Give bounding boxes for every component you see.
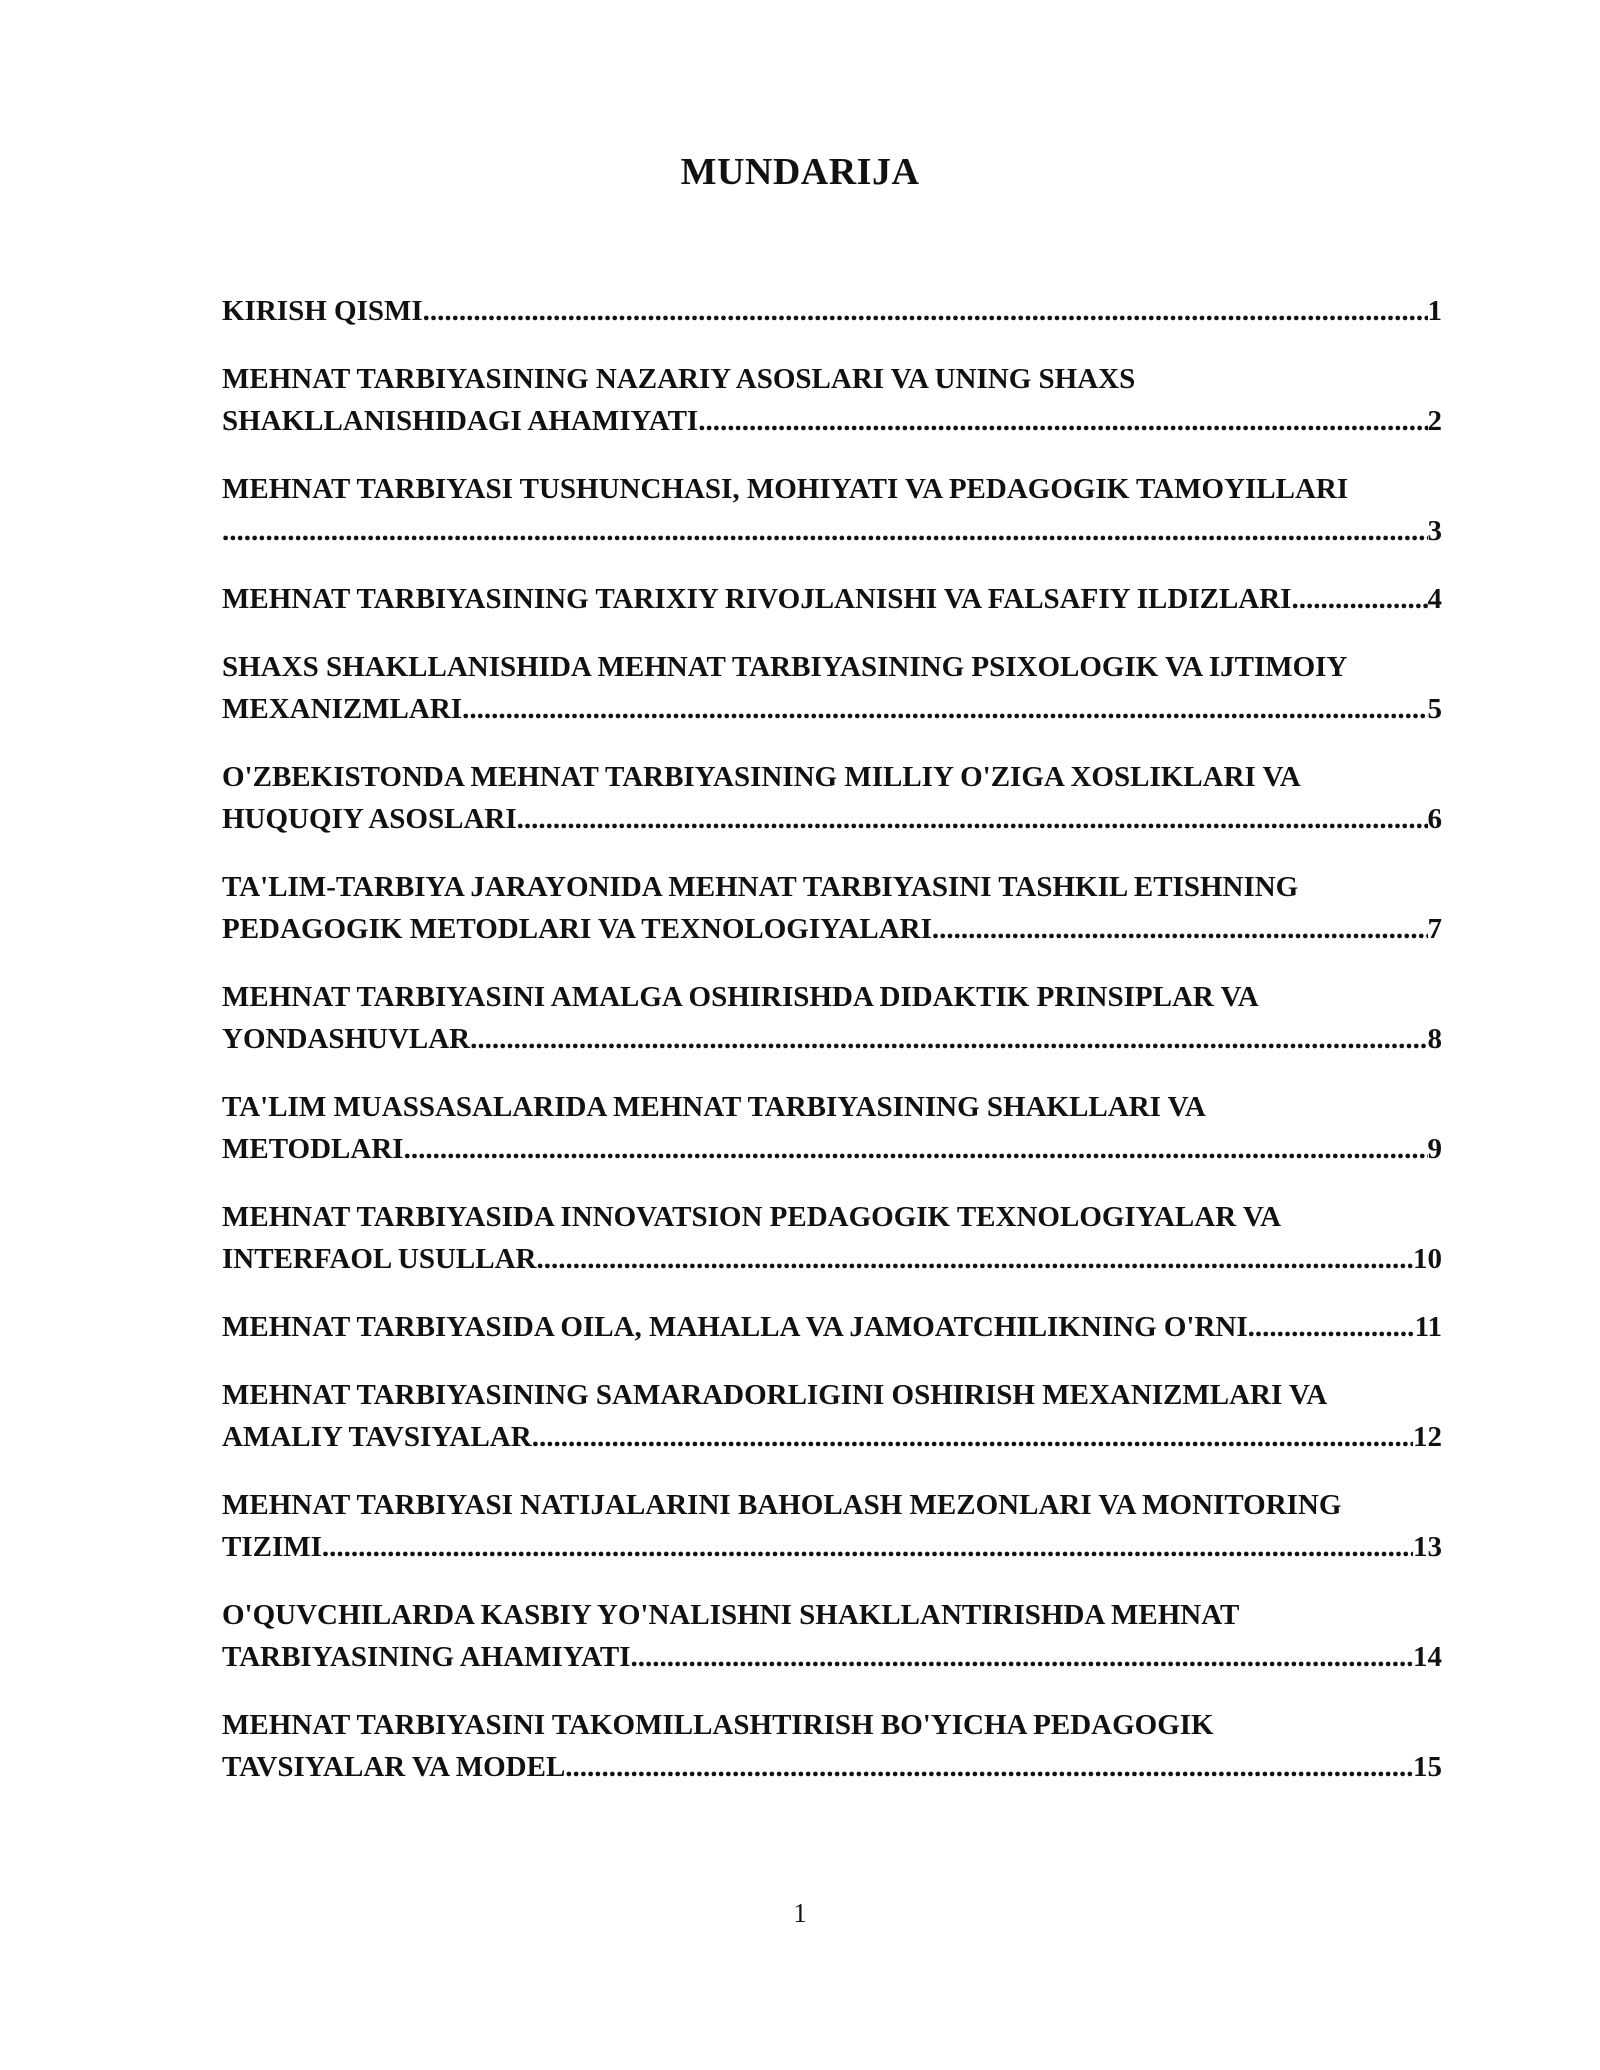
toc-leader-dots bbox=[1291, 578, 1427, 620]
toc-entry-heading: MEHNAT TARBIYASINING SAMARADORLIGINI OSHIRISH MEXANIZMLARI VA bbox=[222, 1379, 1328, 1411]
toc-entry-text: KIRISH QISMI bbox=[222, 295, 423, 327]
toc-entry[interactable] bbox=[222, 1484, 1442, 1568]
toc-entry-heading: MEHNAT TARBIYASINI TAKOMILLASHTIRISH BO'YICHA PEDAGOGIK bbox=[222, 1709, 1214, 1741]
toc-page-number: 3 bbox=[1427, 515, 1442, 547]
toc-leader-dots bbox=[470, 1018, 1427, 1060]
toc-page-number: 12 bbox=[1413, 1421, 1442, 1453]
toc-leader-dots bbox=[565, 1746, 1413, 1788]
toc-entry-line bbox=[222, 290, 1442, 332]
toc-entry-line bbox=[222, 1238, 1442, 1280]
toc-page-number: 6 bbox=[1427, 803, 1442, 835]
toc-leader-dots bbox=[532, 1416, 1413, 1458]
toc-entry-heading: MEHNAT TARBIYASI TUSHUNCHASI, MOHIYATI VA PEDAGOGIK TAMOYILLARI bbox=[222, 473, 1349, 505]
toc-entry-line bbox=[222, 1306, 1442, 1348]
toc-entry-text: MEHNAT TARBIYASINING TARIXIY RIVOJLANISHI VA FALSAFIY ILDIZLARI bbox=[222, 583, 1292, 615]
toc-entry[interactable] bbox=[222, 358, 1442, 442]
toc-entry-heading: MEHNAT TARBIYASINING NAZARIY ASOSLARI VA UNING SHAXS bbox=[222, 363, 1136, 395]
toc-entry[interactable] bbox=[222, 1306, 1442, 1348]
toc-entry-text: YONDASHUVLAR bbox=[222, 1023, 471, 1055]
toc-entry-line bbox=[222, 798, 1442, 840]
toc-entry-line bbox=[222, 400, 1442, 442]
toc-leader-dots bbox=[698, 400, 1427, 442]
toc-entry[interactable] bbox=[222, 1594, 1442, 1678]
toc-page-number: 8 bbox=[1427, 1023, 1442, 1055]
toc-leader-dots bbox=[322, 1526, 1413, 1568]
page-number-footer: 1 bbox=[793, 1898, 807, 1928]
toc-leader-dots bbox=[404, 1128, 1428, 1170]
toc-entry-text: SHAKLLANISHIDAGI AHAMIYATI bbox=[222, 405, 699, 437]
toc-entry-text: TAVSIYALAR VA MODEL bbox=[222, 1751, 566, 1783]
toc-entry[interactable] bbox=[222, 756, 1442, 840]
toc-entry-line bbox=[222, 510, 1442, 552]
toc-entry-line bbox=[222, 1636, 1442, 1678]
toc-page-number: 2 bbox=[1427, 405, 1442, 437]
toc-entry[interactable] bbox=[222, 976, 1442, 1060]
toc-entry-text: TARBIYASINING AHAMIYATI bbox=[222, 1641, 631, 1673]
toc-page-number: 15 bbox=[1413, 1751, 1442, 1783]
toc-entry-line bbox=[222, 908, 1442, 950]
toc-entry-heading: TA'LIM-TARBIYA JARAYONIDA MEHNAT TARBIYASINI TASHKIL ETISHNING bbox=[222, 871, 1299, 903]
toc-page-number: 10 bbox=[1413, 1243, 1442, 1275]
toc-entry[interactable] bbox=[222, 1374, 1442, 1458]
toc-entry-line bbox=[222, 578, 1442, 620]
toc-page-number: 4 bbox=[1427, 583, 1442, 615]
toc-page-number: 14 bbox=[1413, 1641, 1442, 1673]
toc-entry[interactable] bbox=[222, 1086, 1442, 1170]
toc-title: MUNDARIJA bbox=[680, 151, 920, 193]
toc-entry-heading: MEHNAT TARBIYASI NATIJALARINI BAHOLASH MEZONLARI VA MONITORING bbox=[222, 1489, 1342, 1521]
toc-entry-heading: O'QUVCHILARDA KASBIY YO'NALISHNI SHAKLLANTIRISHDA MEHNAT bbox=[222, 1599, 1240, 1631]
toc-entry[interactable] bbox=[222, 1704, 1442, 1788]
toc-entry[interactable] bbox=[222, 290, 1442, 332]
toc-page-number: 7 bbox=[1427, 913, 1442, 945]
toc-entry-text: PEDAGOGIK METODLARI VA TEXNOLOGIYALARI bbox=[222, 913, 932, 945]
toc-entry-heading: MEHNAT TARBIYASINI AMALGA OSHIRISHDA DIDAKTIK PRINSIPLAR VA bbox=[222, 981, 1259, 1013]
toc-entry[interactable] bbox=[222, 866, 1442, 950]
toc-entry-text: INTERFAOL USULLAR bbox=[222, 1243, 537, 1275]
toc-entry-text: MEXANIZMLARI bbox=[222, 693, 463, 725]
toc-entry-heading: O'ZBEKISTONDA MEHNAT TARBIYASINING MILLIY O'ZIGA XOSLIKLARI VA bbox=[222, 761, 1301, 793]
toc-entry-line bbox=[222, 688, 1442, 730]
toc-page-number: 11 bbox=[1414, 1311, 1442, 1343]
table-of-contents bbox=[222, 290, 1442, 1814]
toc-entry[interactable] bbox=[222, 468, 1442, 552]
toc-entry-text: TIZIMI bbox=[222, 1531, 322, 1563]
toc-page-number: 1 bbox=[1427, 295, 1442, 327]
toc-entry-text: METODLARI bbox=[222, 1133, 404, 1165]
toc-entry-line bbox=[222, 1416, 1442, 1458]
toc-page-number: 13 bbox=[1413, 1531, 1442, 1563]
toc-entry[interactable] bbox=[222, 646, 1442, 730]
toc-leader-dots bbox=[1248, 1306, 1415, 1348]
toc-leader-dots bbox=[932, 908, 1428, 950]
toc-entry-text: MEHNAT TARBIYASIDA OILA, MAHALLA VA JAMOATCHILIKNING O'RNI bbox=[222, 1311, 1248, 1343]
toc-leader-dots bbox=[423, 290, 1428, 332]
toc-entry-line bbox=[222, 1128, 1442, 1170]
toc-entry-line bbox=[222, 1746, 1442, 1788]
toc-entry[interactable] bbox=[222, 1196, 1442, 1280]
toc-leader-dots bbox=[462, 688, 1427, 730]
toc-leader-dots bbox=[537, 1238, 1414, 1280]
toc-entry-heading: TA'LIM MUASSASALARIDA MEHNAT TARBIYASINING SHAKLLARI VA bbox=[222, 1091, 1206, 1123]
toc-entry-text: AMALIY TAVSIYALAR bbox=[222, 1421, 532, 1453]
toc-entry-line bbox=[222, 1526, 1442, 1568]
toc-entry-heading: SHAXS SHAKLLANISHIDA MEHNAT TARBIYASINING PSIXOLOGIK VA IJTIMOIY bbox=[222, 651, 1348, 683]
toc-entry-text: HUQUQIY ASOSLARI bbox=[222, 803, 517, 835]
toc-entry-heading: MEHNAT TARBIYASIDA INNOVATSION PEDAGOGIK TEXNOLOGIYALAR VA bbox=[222, 1201, 1282, 1233]
toc-leader-dots bbox=[631, 1636, 1413, 1678]
toc-page-number: 5 bbox=[1427, 693, 1442, 725]
toc-entry[interactable] bbox=[222, 578, 1442, 620]
toc-entry-line bbox=[222, 1018, 1442, 1060]
toc-page-number: 9 bbox=[1427, 1133, 1442, 1165]
toc-leader-dots bbox=[517, 798, 1428, 840]
toc-leader-dots bbox=[222, 510, 1428, 552]
